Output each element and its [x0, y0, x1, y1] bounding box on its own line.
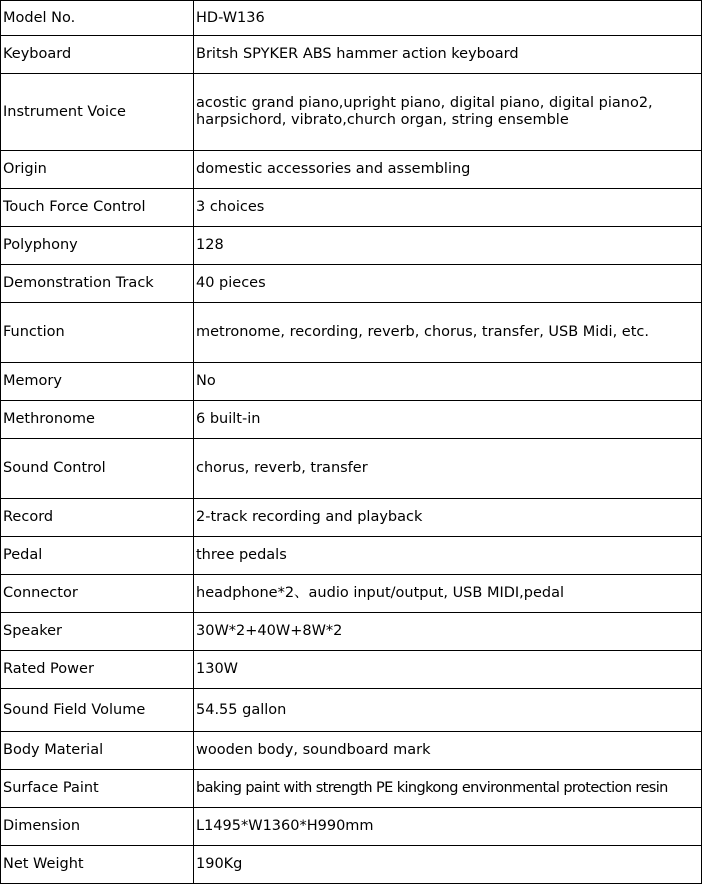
spec-value: 2-track recording and playback	[194, 499, 702, 537]
table-row	[1, 151, 702, 189]
table-row	[1, 265, 702, 303]
spec-label: Keyboard	[1, 36, 194, 74]
spec-value: acostic grand piano,upright piano, digital piano, digital piano2, harpsichord, vibrato,church organ, string ensemble	[194, 74, 702, 151]
table-row	[1, 575, 702, 613]
spec-value: No	[194, 363, 702, 401]
table-row	[1, 36, 702, 74]
spec-label: Connector	[1, 575, 194, 613]
table-row	[1, 1, 702, 36]
spec-value: 3 choices	[194, 189, 702, 227]
table-row	[1, 227, 702, 265]
spec-value: metronome, recording, reverb, chorus, transfer, USB Midi, etc.	[194, 303, 702, 363]
table-row	[1, 363, 702, 401]
spec-value: baking paint with strength PE kingkong environmental protection resin	[194, 770, 702, 808]
spec-label: Memory	[1, 363, 194, 401]
spec-label: Rated Power	[1, 651, 194, 689]
spec-label: Surface Paint	[1, 770, 194, 808]
spec-value: 30W*2+40W+8W*2	[194, 613, 702, 651]
table-row	[1, 651, 702, 689]
spec-label: Sound Field Volume	[1, 689, 194, 732]
spec-value: 6 built-in	[194, 401, 702, 439]
spec-value: three pedals	[194, 537, 702, 575]
spec-label: Dimension	[1, 808, 194, 846]
table-row	[1, 808, 702, 846]
table-row	[1, 303, 702, 363]
spec-label: Net Weight	[1, 846, 194, 884]
table-row	[1, 499, 702, 537]
spec-value: chorus, reverb, transfer	[194, 439, 702, 499]
spec-label: Function	[1, 303, 194, 363]
spec-label: Polyphony	[1, 227, 194, 265]
spec-value: HD-W136	[194, 1, 702, 36]
spec-label: Sound Control	[1, 439, 194, 499]
spec-value: 128	[194, 227, 702, 265]
spec-label: Demonstration Track	[1, 265, 194, 303]
spec-label: Body Material	[1, 732, 194, 770]
table-row	[1, 401, 702, 439]
spec-value: wooden body, soundboard mark	[194, 732, 702, 770]
spec-value: 54.55 gallon	[194, 689, 702, 732]
spec-label: Speaker	[1, 613, 194, 651]
spec-label: Record	[1, 499, 194, 537]
table-row	[1, 846, 702, 884]
spec-value: domestic accessories and assembling	[194, 151, 702, 189]
table-row	[1, 689, 702, 732]
spec-label: Touch Force Control	[1, 189, 194, 227]
spec-value: 190Kg	[194, 846, 702, 884]
table-row	[1, 770, 702, 808]
spec-label: Pedal	[1, 537, 194, 575]
spec-value: L1495*W1360*H990mm	[194, 808, 702, 846]
spec-value: headphone*2、audio input/output, USB MIDI,pedal	[194, 575, 702, 613]
spec-label: Instrument Voice	[1, 74, 194, 151]
table-row	[1, 732, 702, 770]
spec-value: Britsh SPYKER ABS hammer action keyboard	[194, 36, 702, 74]
table-row	[1, 613, 702, 651]
table-row	[1, 439, 702, 499]
spec-value: 130W	[194, 651, 702, 689]
table-row	[1, 74, 702, 151]
table-row	[1, 537, 702, 575]
table-row	[1, 189, 702, 227]
spec-label: Model No.	[1, 1, 194, 36]
spec-value: 40 pieces	[194, 265, 702, 303]
spec-label: Origin	[1, 151, 194, 189]
spec-label: Methronome	[1, 401, 194, 439]
